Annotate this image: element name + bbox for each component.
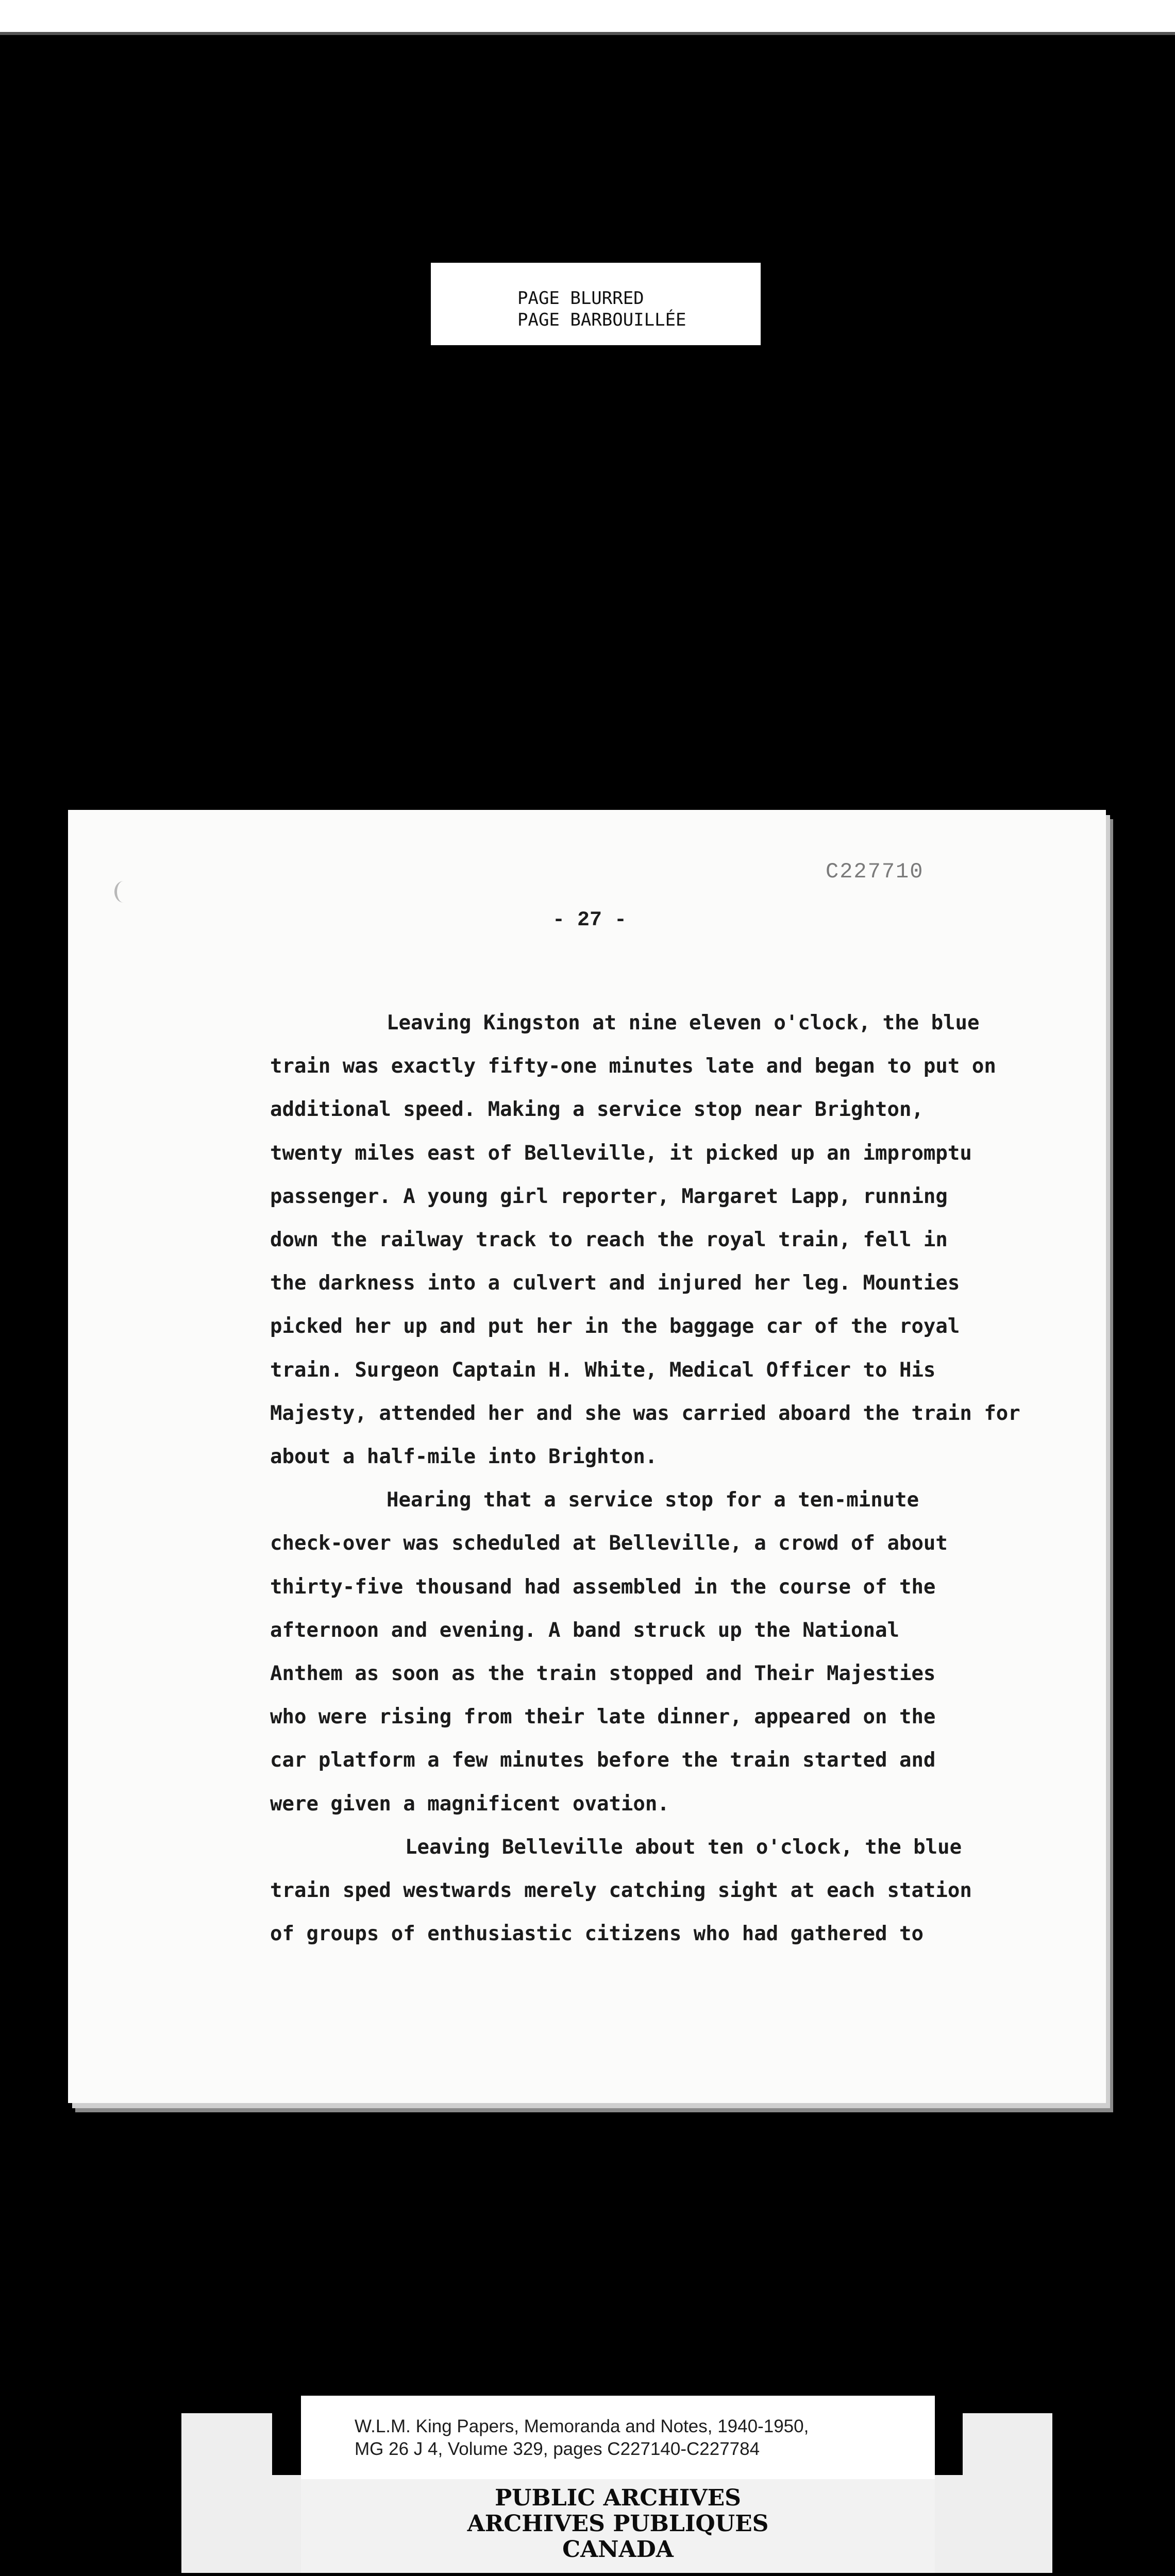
text-line: picked her up and put her in the baggage car of the royal (270, 1315, 960, 1338)
text-line: were given a magnificent ovation. (270, 1792, 669, 1816)
citation-line-1: W.L.M. King Papers, Memoranda and Notes, 1940-1950, (355, 2416, 809, 2436)
text-line: train. Surgeon Captain H. White, Medical Officer to His (270, 1358, 936, 1382)
text-line: Anthem as soon as the train stopped and Their Majesties (270, 1662, 936, 1686)
text-line: train was exactly fifty-one minutes late and began to put on (270, 1055, 996, 1078)
text-line: additional speed. Making a service stop near Brighton, (270, 1098, 924, 1122)
page-blurred-french: PAGE BARBOUILLÉE (517, 310, 686, 330)
text-line: car platform a few minutes before the train started and (270, 1749, 936, 1772)
archives-line-french: ARCHIVES PUBLIQUES (467, 2511, 769, 2537)
top-film-strip (0, 0, 1175, 35)
paragraph-2 (270, 1479, 1095, 1826)
paragraph-1 (270, 1002, 1095, 1479)
archive-stamp-number: C227710 (826, 859, 924, 884)
card-notch-left (272, 2413, 301, 2475)
document-body (270, 1002, 1095, 1956)
text-line: twenty miles east of Belleville, it picked up an impromptu (270, 1141, 972, 1165)
card-notch-right (934, 2413, 963, 2475)
archives-line-english: PUBLIC ARCHIVES (495, 2485, 741, 2511)
document-page (68, 810, 1106, 2103)
punch-hole-mark (114, 881, 132, 903)
page-blurred-english: PAGE BLURRED (517, 288, 644, 309)
text-line: Leaving Belleville about ten o'clock, the blue (405, 1835, 962, 1859)
archives-line-country: CANADA (562, 2536, 674, 2563)
collection-citation (301, 2396, 935, 2479)
text-line: train sped westwards merely catching sight at each station (270, 1879, 972, 1903)
top-film-edge (0, 32, 1175, 35)
text-line: Hearing that a service stop for a ten-minute (387, 1488, 919, 1512)
text-line: of groups of enthusiastic citizens who had gathered to (270, 1922, 924, 1946)
text-line: afternoon and evening. A band struck up the National (270, 1618, 899, 1642)
text-line: thirty-five thousand had assembled in the course of the (270, 1575, 936, 1599)
page-number: - 27 - (552, 909, 627, 932)
page-blurred-label (431, 263, 761, 345)
text-line: passenger. A young girl reporter, Margaret Lapp, running (270, 1184, 948, 1208)
text-line: the darkness into a culvert and injured her leg. Mounties (270, 1272, 960, 1295)
text-line: check-over was scheduled at Belleville, a crowd of about (270, 1532, 948, 1555)
citation-line-2: MG 26 J 4, Volume 329, pages C227140-C227784 (355, 2439, 760, 2459)
text-line: Majesty, attended her and she was carried aboard the train for (270, 1401, 1020, 1425)
public-archives-canada-label (301, 2479, 935, 2573)
text-line: down the railway track to reach the royal train, fell in (270, 1228, 948, 1252)
text-line: who were rising from their late dinner, appeared on the (270, 1705, 936, 1729)
text-line: about a half-mile into Brighton. (270, 1445, 658, 1469)
text-line: Leaving Kingston at nine eleven o'clock, the blue (387, 1011, 980, 1035)
paragraph-3 (270, 1826, 1095, 1956)
